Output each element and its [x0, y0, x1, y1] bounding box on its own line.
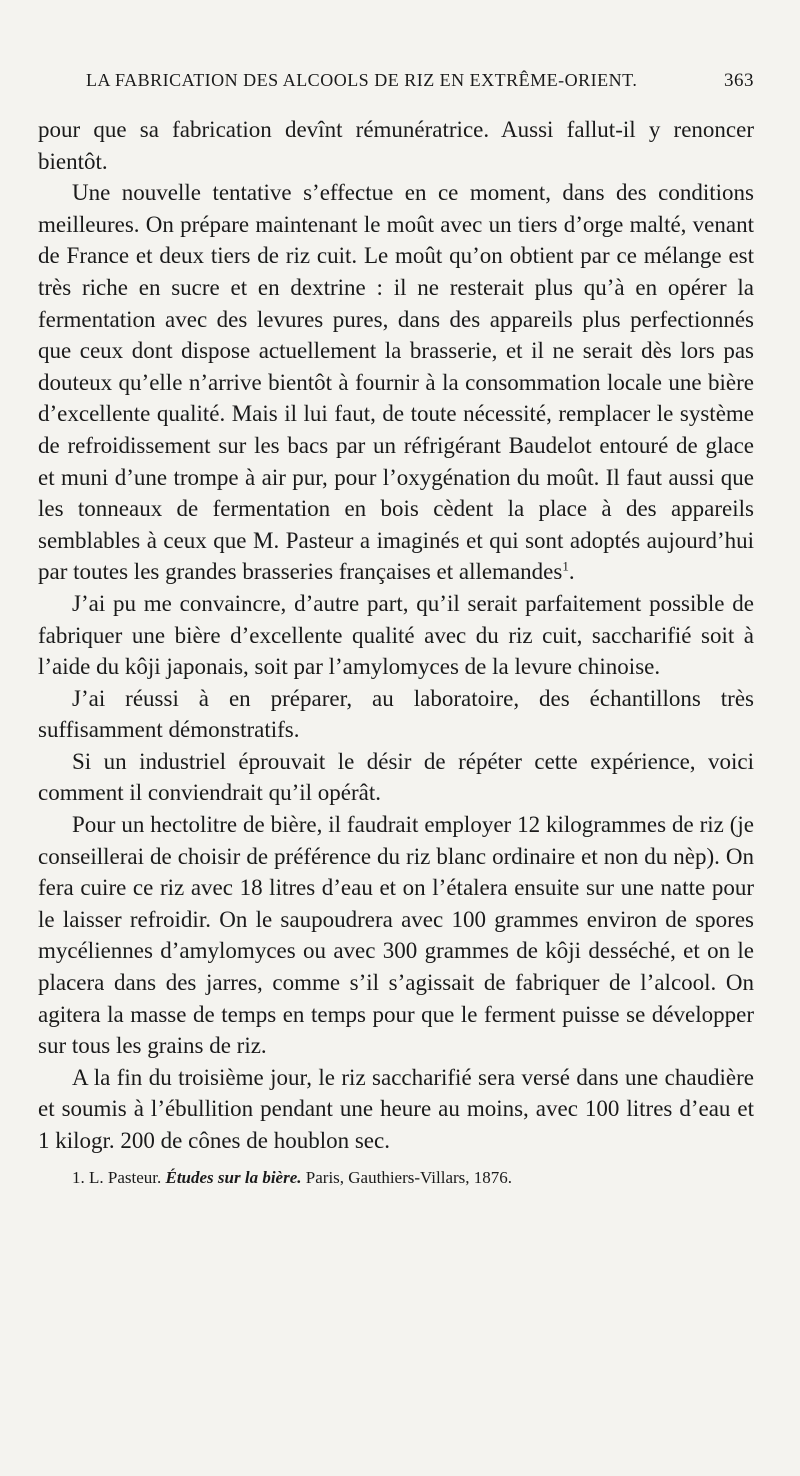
footnote — [38, 1167, 754, 1189]
paragraph: Si un industriel éprouvait le désir de répéter cette expérience, voici comment il conviendrait qu’il opérât. — [38, 748, 754, 806]
paragraph: J’ai réussi à en préparer, au laboratoire, des échantillons très suffisamment démonstratifs. — [38, 685, 754, 743]
paragraph: A la fin du troisième jour, le riz saccharifié sera versé dans une chaudière et soumis à l’ébullition pendant une heure au moins, avec 100 litres d’eau et 1 kilogr. 200 de cônes de houblon sec. — [38, 1064, 754, 1153]
paragraph: Une nouvelle tentative s’effectue en ce moment, dans des conditions meilleures. On prépare maintenant le moût avec un tiers d’orge malté, venant de France et deux tiers de riz cuit. Le moût qu’on obtient par ce mélange est très riche en sucre et en dextrine : il ne resterait plus qu’à en opérer la fermentation avec des levures pures, dans des appareils plus perfectionnés que ceux dont dispose actuellement la brasserie, et il ne serait dès lors pas douteux qu’elle n’arrive bientôt à fournir à la consommation locale une bière d’excellente qualité. Mais il lui faut, de toute nécessité, remplacer le système de refroidissement sur les bacs par un réfrigérant Baudelot entouré de glace et muni d’une trompe à air pur, pour l’oxygénation du moût. Il faut aussi que les tonneaux de fermentation en bois cèdent la place à des appareils semblables à ceux que M. Pasteur a imaginés et qui sont adoptés aujourd’hui par toutes les grandes brasseries françaises et allemandes$^1$. — [38, 180, 754, 585]
paragraph: Pour un hectolitre de bière, il faudrait employer 12 kilogrammes de riz (je conseillerai de choisir de préférence du riz blanc ordinaire et non du nèp). On fera cuire ce riz avec 18 litres d’eau et on l’étalera ensuite sur une natte pour le laisser refroidir. On le saupoudrera avec 100 grammes environ de spores mycéliennes d’amylomyces ou avec 300 grammes de kôji desséché, et on le placera dans des jarres, comme s’il s’agissait de fabriquer de l’alcool. On agitera la masse de temps en temps pour que le ferment puisse se développer sur tous les grains de riz. — [38, 812, 754, 1059]
paragraph: pour que sa fabrication devînt rémunératrice. Aussi fallut-il y renoncer bientôt. — [38, 117, 754, 174]
chapter-title: LA FABRICATION DES ALCOOLS DE RIZ EN EXTRÊME-ORIENT. — [86, 70, 638, 90]
page-number: 363 — [724, 70, 754, 91]
footnote-number: 1. — [72, 1167, 85, 1187]
body-text — [38, 114, 754, 1157]
footnote-author: L. Pasteur. — [89, 1167, 162, 1187]
book-page — [38, 70, 754, 1189]
footnote-publication: Paris, Gauthiers-Villars, 1876. — [305, 1167, 513, 1187]
footnote-title: Études sur la bière. — [165, 1167, 302, 1187]
footnote-ref: 1 — [562, 558, 569, 574]
running-head — [38, 70, 754, 110]
paragraph: J’ai pu me convaincre, d’autre part, qu’il serait parfaitement possible de fabriquer une bière d’excellente qualité avec du riz cuit, saccharifié soit à l’aide du kôji japonais, soit par l’amylomyces de la levure chinoise. — [38, 590, 754, 680]
